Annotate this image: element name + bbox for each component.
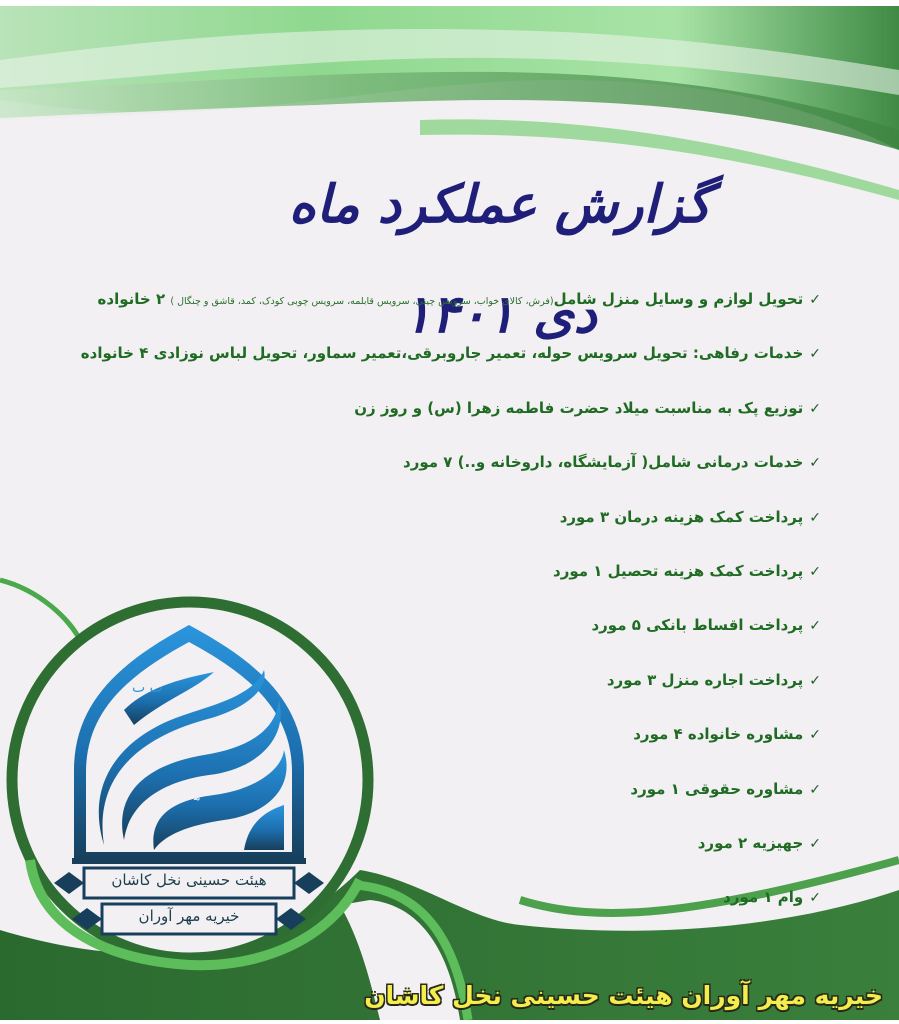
check-icon: ✓: [809, 563, 821, 580]
item-text: پرداخت کمک هزینه تحصیل ۱ مورد: [553, 561, 804, 580]
svg-text:ﻫ: ﻫ: [194, 789, 201, 803]
item-text: پرداخت کمک هزینه درمان ۳ مورد: [559, 507, 804, 526]
svg-text:ٮ ٮ: ٮ ٮ: [132, 680, 163, 696]
report-title: گزارش عملکرد ماه دی ۱۴۰۱: [288, 174, 712, 345]
item-detail: (فرش، کالای خواب، سرویس چینی، سرویس قابلمه، سرویس چوبی کودک، کمد، قاشق و چنگال ): [170, 296, 554, 307]
list-item: [61, 391, 821, 445]
item-text: تحویل لوازم و وسایل منزل شامل: [553, 290, 804, 308]
logo-line-2: خیریه مهر آوران: [138, 907, 240, 925]
check-icon: ✓: [809, 509, 821, 526]
dome-calligraphy-icon: [14, 600, 364, 960]
item-text: توزیع پک به مناسبت میلاد حضرت فاطمه زهرا (س) و روز زن: [354, 398, 804, 417]
item-text: مشاوره خانواده ۴ مورد: [633, 725, 804, 744]
item-text: وام ۱ مورد: [723, 888, 804, 907]
item-text: خدمات رفاهی: تحویل سرویس حوله، تعمیر جاروبرقی،تعمیر سماور، تحویل لباس نوزادی ۴ خانواده: [80, 344, 804, 363]
item-text: مشاوره حقوقی ۱ مورد: [630, 779, 804, 798]
logo-line-1: هیئت حسینی نخل کاشان: [111, 871, 267, 889]
check-icon: ✓: [809, 835, 821, 852]
list-item: [61, 445, 821, 499]
item-text: خدمات درمانی شامل( آزمایشگاه، داروخانه و..) ۷ مورد: [403, 453, 804, 472]
check-icon: ✓: [809, 618, 821, 635]
list-item: [61, 336, 821, 390]
check-icon: ✓: [809, 455, 821, 472]
check-icon: ✓: [809, 781, 821, 798]
item-text: پرداخت اجاره منزل ۳ مورد: [606, 670, 804, 689]
check-icon: ✓: [809, 727, 821, 744]
item-text: جهیزیه ۲ مورد: [697, 833, 804, 852]
check-icon: ✓: [809, 672, 821, 689]
check-icon: ✓: [809, 346, 821, 363]
list-item: [61, 282, 821, 336]
list-item: [61, 500, 821, 554]
item-count: ۲ خانواده: [97, 290, 171, 308]
check-icon: ✓: [809, 292, 821, 308]
charity-logo: [14, 600, 364, 960]
item-text: پرداخت اقساط بانکی ۵ مورد: [591, 616, 804, 635]
check-icon: ✓: [809, 400, 821, 417]
footer-banner: خیریه مهر آوران هیئت حسینی نخل کاشان: [364, 981, 883, 1010]
check-icon: ✓: [809, 890, 821, 907]
